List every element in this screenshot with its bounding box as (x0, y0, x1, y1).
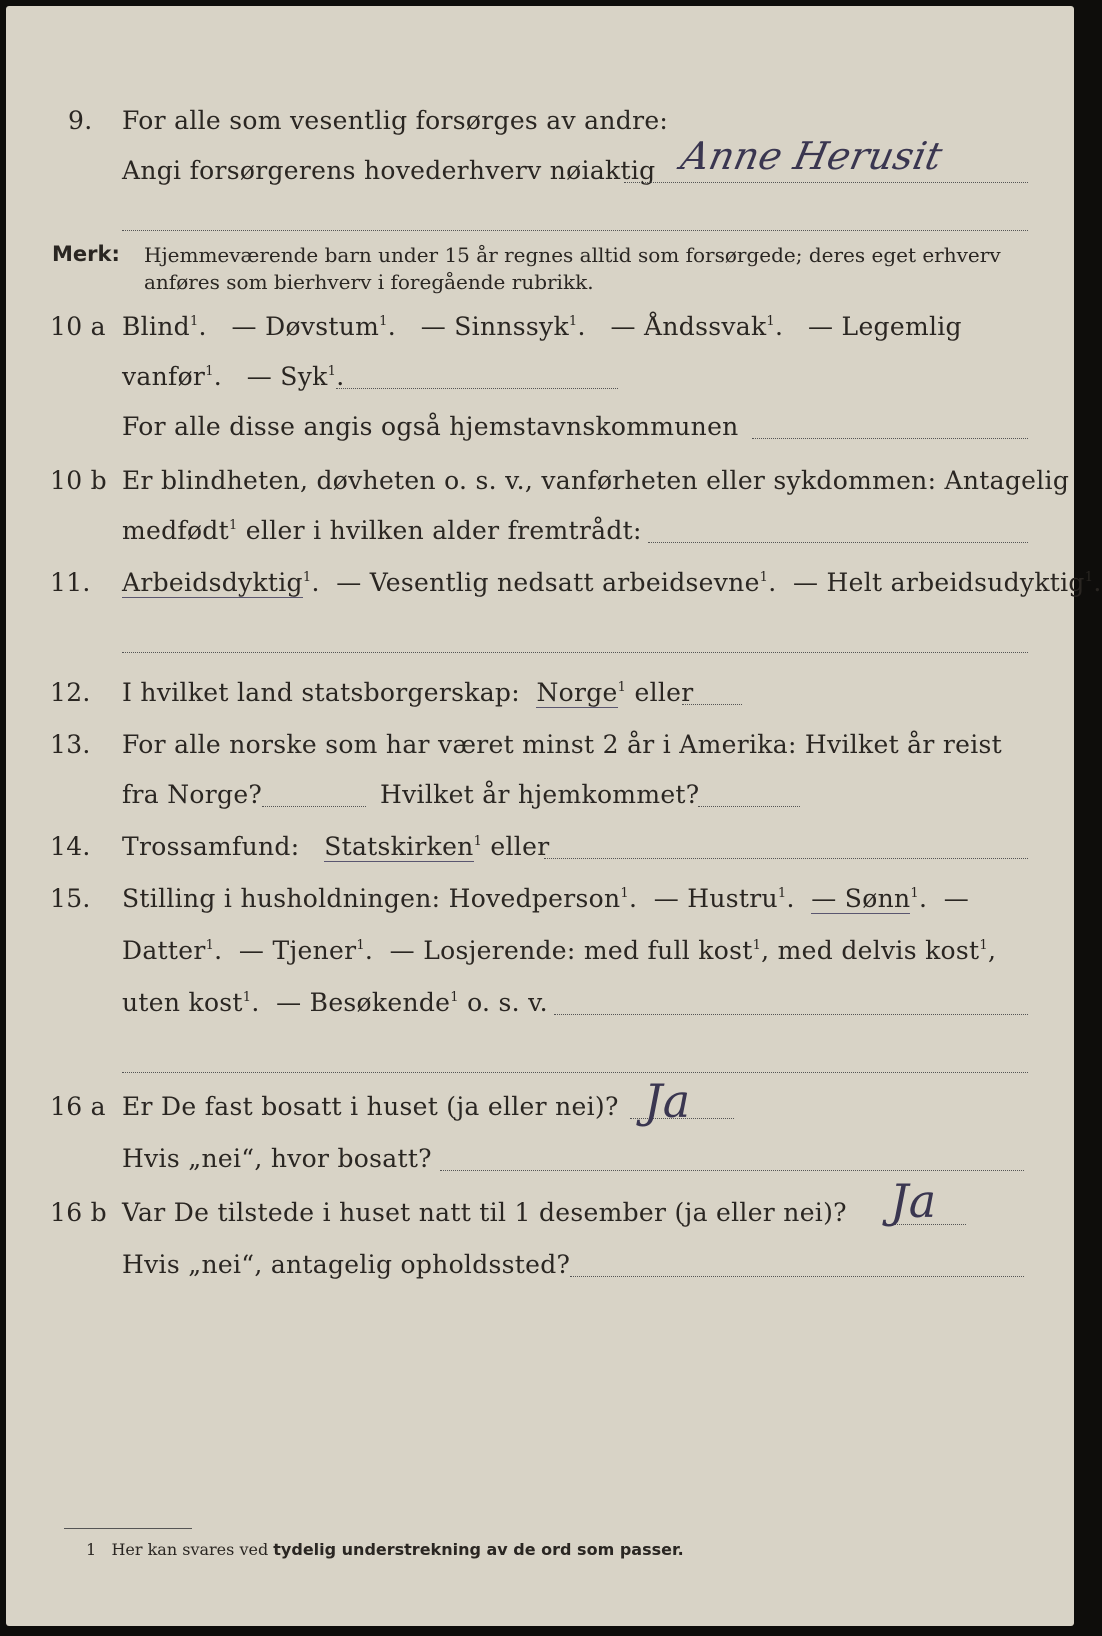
question-number: 16 a (50, 1092, 106, 1121)
option-sonn-underlined: — Sønn (811, 884, 911, 913)
option-arbeidsdyktig-underlined: Arbeidsdyktig (122, 568, 303, 597)
answer-line (648, 542, 1028, 543)
option-hovedperson: Stilling i husholdningen: Hovedperson (122, 884, 621, 913)
question-text: Hvis „nei“, hvor bosatt? (122, 1144, 432, 1173)
question-text: Hvilket år hjemkommet? (380, 780, 700, 809)
question-number: 9. (68, 106, 93, 135)
option-delvis-kost: , med delvis kost (761, 936, 980, 965)
option-hustru: — Hustru (653, 884, 778, 913)
question-number: 10 b (50, 466, 107, 495)
option-nedsatt: — Vesentlig nedsatt arbeidsevne (336, 568, 760, 597)
question-text: Angi forsørgerens hovederhverv nøiaktig (122, 156, 656, 185)
answer-line (682, 704, 742, 705)
option-statskirken-underlined: Statskirken (324, 832, 474, 861)
answer-line (554, 1014, 1028, 1015)
option-vanfor: vanfør (122, 362, 206, 391)
census-form-page: 9. For alle som vesentlig forsørges av andre: Angi forsørgerens hovederhverv nøiaktig Anne Herusit Merk: Hjemmeværende barn under 15 år regnes alltid som forsørgede; deres eget erhverv anføres som bierhverv i foregående rubrikk. 10 a Blind$^1$. — Døvstum$^1$. — Sinnssyk$^1$. — Åndssvak$^1$. — Legemlig vanfør$^1$. — Syk$^1$. For alle disse angis også hjemstavnskommunen 10 b Er blindheten, døvheten o. s. v., vanførheten eller sykdommen: Antagelig medfødt$^1$ eller i hvilken alder fremtrådt: 11. Arbeidsdyktig$^1$. — Vesentlig nedsatt arbeidsevne$^1$. — Helt arbeidsudyktig$^1$. 12. I hvilket land statsborgerskap: Norge$^1$ eller 13. For alle norske som har været minst 2 år i Amerika: Hvilket år reist fra Norge? Hvilket år hjemkommet? 14. Trossamfund: Statskirken$^1$ eller 15. Stilling i husholdningen: Hovedperson$^1$. — Hustru$^1$. — Sønn$^1$. — Datter$^1$. — Tjener$^1$. — Losjerende: med full kost$^1$, med delvis kost$^1$, uten kost$^1$. — Besøkende$^1$ o. s. v. 16 a Er De fast bosatt i huset (ja eller nei)? Ja Hvis „nei“, hvor bosatt? 16 b Var De tilstede i huset natt til 1 desember (ja eller nei)? Ja Hvis „nei“, antagelig opholdssted? 1 Her kan svares ved tydelig understrekning av de ord som passer. (6, 6, 1074, 1626)
option-udyktig: — Helt arbeidsudyktig (793, 568, 1085, 597)
footnote (86, 1540, 684, 1559)
blank-answer-line (122, 652, 1028, 653)
handwritten-answer: Ja (890, 1174, 937, 1228)
question-text: For alle disse angis også hjemstavnskommunen (122, 412, 739, 441)
option-tjener: — Tjener (238, 936, 357, 965)
answer-line (440, 1170, 1024, 1171)
footnote-rule (64, 1528, 192, 1529)
question-text: For alle norske som har været minst 2 år i Amerika: Hvilket år reist (122, 730, 1003, 759)
question-text: For alle som vesentlig forsørges av andre: (122, 106, 669, 135)
footnote-text: Her kan svares ved (111, 1540, 269, 1559)
handwritten-answer: Anne Herusit (677, 134, 947, 178)
answer-line (624, 182, 1028, 183)
note-label: Merk: (52, 242, 120, 266)
answer-line (336, 388, 618, 389)
blank-answer-line (122, 230, 1028, 231)
question-number: 11. (50, 568, 91, 597)
option-syk: — Syk (246, 362, 328, 391)
question-text: Hvis „nei“, antagelig opholdssted? (122, 1250, 571, 1279)
footnote-mark: 1 (86, 1540, 97, 1559)
note-text: Hjemmeværende barn under 15 år regnes alltid som forsørgede; deres eget erhverv anføres som bierhverv i foregående rubrikk. (144, 243, 1001, 294)
question-text: Er De fast bosatt i huset (ja eller nei)? (122, 1092, 619, 1121)
option-dovstum: — Døvstum (231, 312, 380, 341)
option-andssvak: — Åndssvak (610, 312, 767, 341)
answer-line (570, 1276, 1024, 1277)
answer-line (752, 438, 1028, 439)
option-besokende: — Besøkende (276, 988, 451, 1017)
option-medfodt: medfødt (122, 516, 229, 545)
footnote-bold-text: tydelig understrekning av de ord som passer. (273, 1540, 684, 1559)
option-sinnssyk: — Sinnssyk (420, 312, 569, 341)
option-datter: Datter (122, 936, 206, 965)
answer-line (544, 858, 1028, 859)
question-text: eller (490, 832, 550, 861)
option-full-kost: — Losjerende: med full kost (389, 936, 753, 965)
question-text: fra Norge? (122, 780, 263, 809)
option-legemlig: — Legemlig (808, 312, 962, 341)
question-text: Var De tilstede i huset natt til 1 desember (ja eller nei)? (122, 1198, 847, 1227)
question-number: 14. (50, 832, 91, 861)
question-text: Trossamfund: (122, 832, 300, 861)
question-text: Er blindheten, døvheten o. s. v., vanførheten eller sykdommen: Antagelig (122, 466, 1070, 495)
question-number: 12. (50, 678, 91, 707)
blank-answer-line (122, 1072, 1028, 1073)
option-blind: Blind (122, 312, 190, 341)
question-number: 13. (50, 730, 91, 759)
handwritten-answer: Ja (644, 1074, 691, 1128)
question-text: eller (634, 678, 694, 707)
question-text: eller i hvilken alder fremtrådt: (245, 516, 642, 545)
question-text: I hvilket land statsborgerskap: (122, 678, 520, 707)
question-number: 10 a (50, 312, 106, 341)
question-number: 15. (50, 884, 91, 913)
option-norge-underlined: Norge (536, 678, 618, 707)
option-uten-kost: uten kost (122, 988, 243, 1017)
answer-line (262, 806, 366, 807)
answer-line (698, 806, 800, 807)
question-number: 16 b (50, 1198, 107, 1227)
